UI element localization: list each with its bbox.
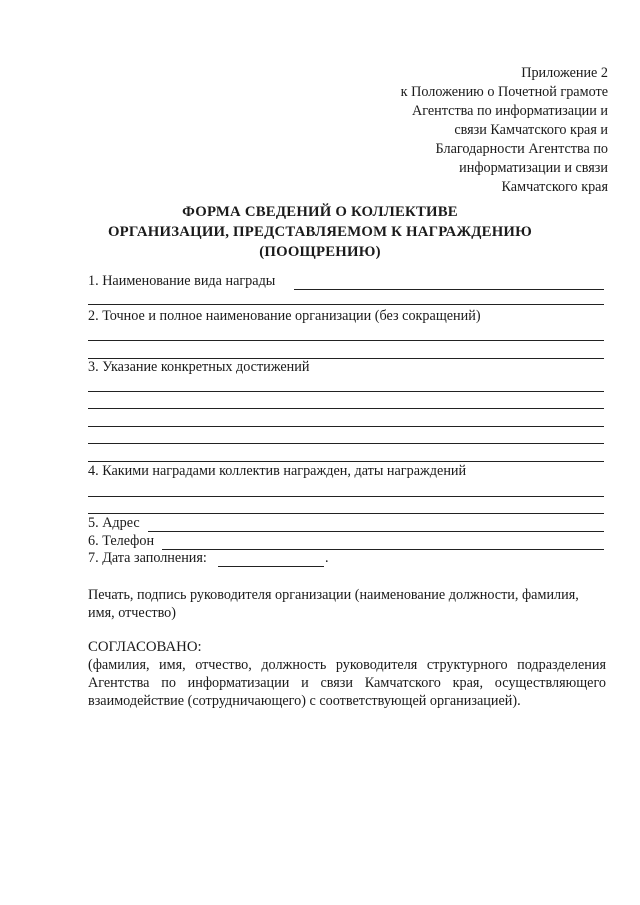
achievements-field[interactable] — [88, 426, 604, 427]
appendix-header — [308, 64, 608, 197]
header-line: связи Камчатского края и — [454, 122, 608, 138]
awards-received-field[interactable] — [88, 496, 604, 497]
achievements-field[interactable] — [88, 443, 604, 444]
award-type-field-continuation[interactable] — [88, 304, 604, 305]
awards-received-label: 4. Какими наградами коллектив награжден, даты награждений — [88, 463, 467, 479]
header-line: Камчатского края — [501, 179, 608, 195]
header-line: информатизации и связи — [459, 160, 608, 176]
title-line: (ПООЩРЕНИЮ) — [259, 244, 381, 260]
signature-note: Печать, подпись руководителя организации (наименование должности, фамилия, имя, отчество) — [88, 587, 579, 621]
phone-field[interactable] — [162, 549, 604, 550]
achievements-field[interactable] — [88, 408, 604, 409]
address-field[interactable] — [148, 531, 604, 532]
award-type-field[interactable] — [294, 289, 604, 290]
address-label: 5. Адрес — [88, 515, 140, 531]
fill-date-field[interactable] — [218, 566, 324, 567]
header-line: Агентства по информатизации и — [412, 103, 608, 119]
awards-received-field[interactable] — [88, 513, 604, 514]
organization-name-field[interactable] — [88, 340, 604, 341]
form-title — [60, 202, 580, 262]
title-line: ОРГАНИЗАЦИИ, ПРЕДСТАВЛЯЕМОМ К НАГРАЖДЕНИЮ — [107, 224, 533, 240]
fill-date-period: . — [325, 550, 329, 566]
award-type-label: 1. Наименование вида награды — [88, 273, 276, 289]
approval-note: (фамилия, имя, отчество, должность руководителя структурного подразделения Агентства по информатизации и связи Камчатского края, осуществляющего взаимодействие (сотрудничающего) с соответствующей организацией). — [88, 657, 606, 709]
header-line: Приложение 2 — [521, 65, 608, 81]
approval-label: СОГЛАСОВАНО: — [88, 639, 202, 655]
fill-date-label: 7. Дата заполнения: — [88, 550, 207, 566]
achievements-label: 3. Указание конкретных достижений — [88, 359, 310, 375]
title-line: ФОРМА СВЕДЕНИЙ О КОЛЛЕКТИВЕ — [182, 204, 458, 220]
header-line: Благодарности Агентства по — [435, 141, 608, 157]
header-line: к Положению о Почетной грамоте — [400, 84, 608, 100]
achievements-field[interactable] — [88, 391, 604, 392]
phone-label: 6. Телефон — [88, 533, 155, 549]
organization-name-label: 2. Точное и полное наименование организации (без сокращений) — [88, 308, 481, 324]
